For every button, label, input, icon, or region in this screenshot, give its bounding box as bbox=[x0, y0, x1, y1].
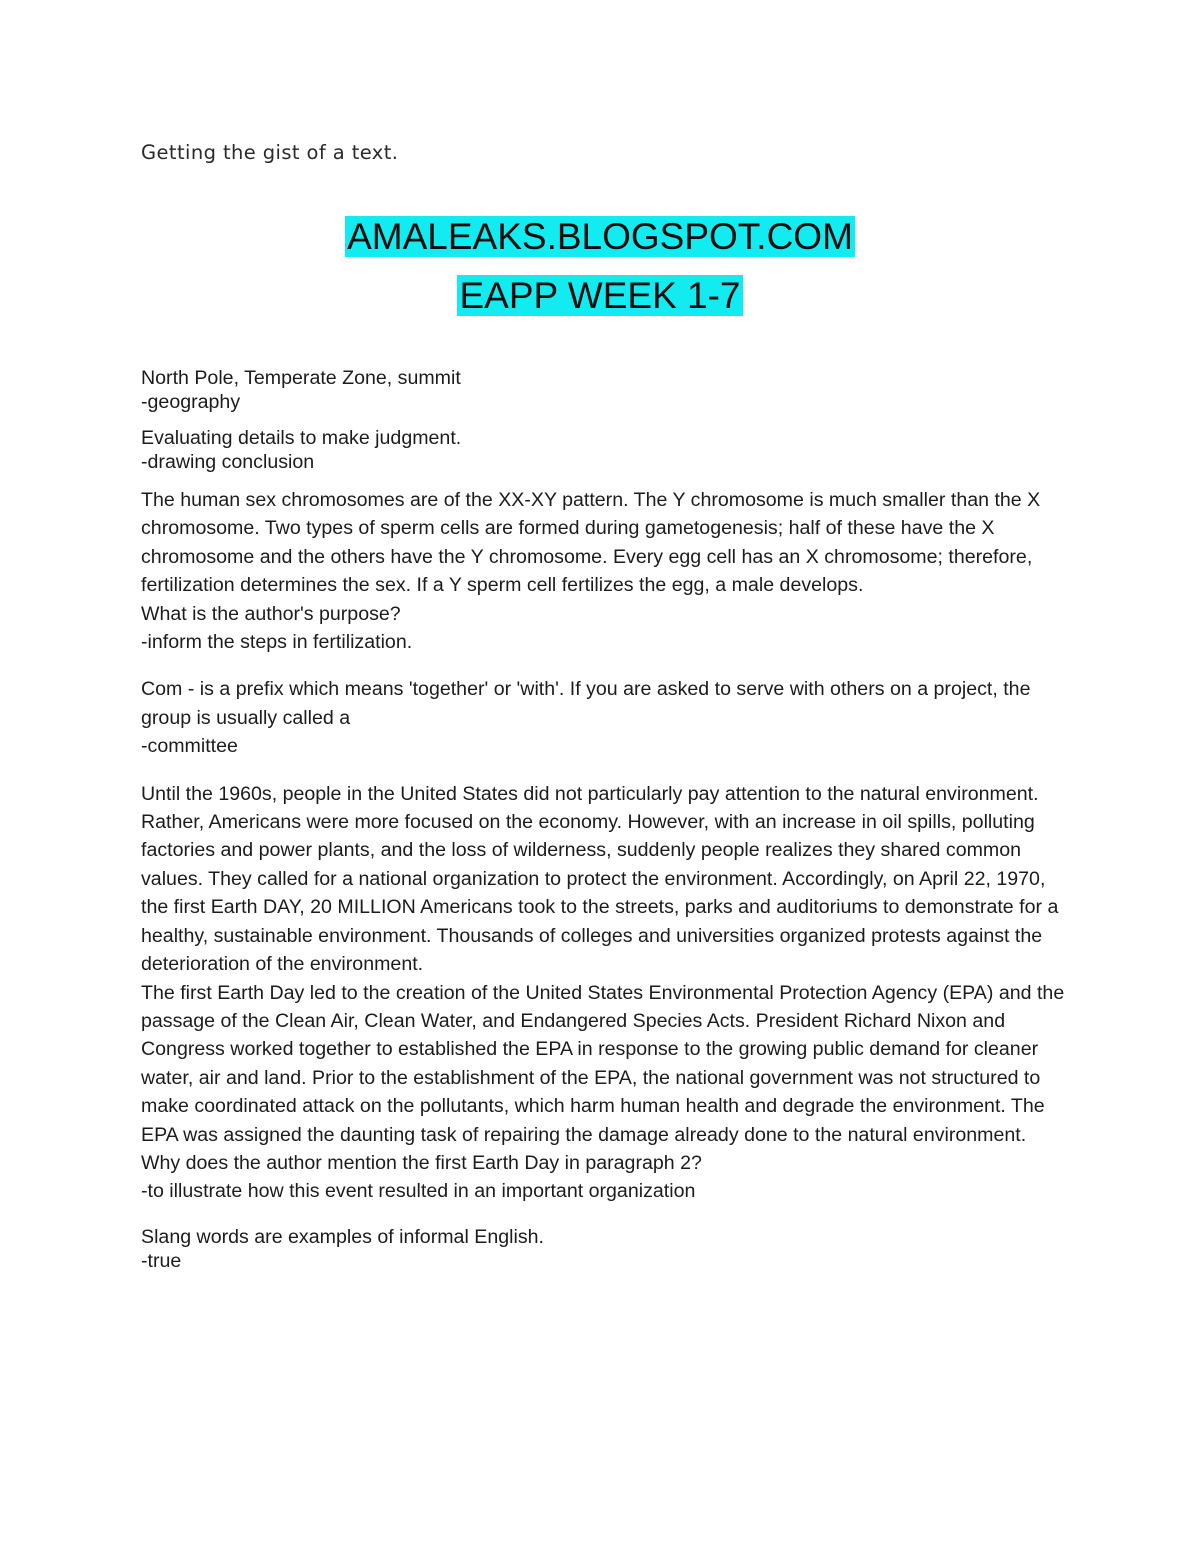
answer-text: -committee bbox=[141, 735, 238, 758]
banner-site-line bbox=[0, 215, 1200, 259]
passage-paragraph-2: The first Earth Day led to the creation of the United States Environmental Protection Agency (EPA) and the passage of the Clean Air, Clean Water, and Endangered Species Acts. President Richard Nixon and Congress worked together to established the EPA in response to the growing public demand for cleaner water, air and land. Prior to the establishment of the EPA, the national government was not structured to make coordinated attack on the pollutants, which harm human health and degrade the environment. The EPA was assigned the daunting task of repairing the damage already done to the natural environment. bbox=[141, 981, 1065, 1146]
question-block bbox=[141, 426, 1066, 474]
answer-text: -drawing conclusion bbox=[141, 451, 315, 473]
passage-paragraph-1: Until the 1960s, people in the United States did not particularly pay attention to the natural environment. Rather, Americans were more focused on the economy. However, with an increase in oil spills, polluting factories and power plants, and the loss of wilderness, suddenly people realizes they shared common values. They called for a national organization to protect the environment. Accordingly, on April 22, 1970, the first Earth DAY, 20 MILLION Americans took to the streets, parks and auditoriums to demonstrate for a healthy, sustainable environment. Thousands of colleges and universities organized protests against the deterioration of the environment. bbox=[141, 782, 1059, 976]
document-body bbox=[141, 366, 1066, 1285]
intro-heading: Getting the gist of a text. bbox=[141, 141, 399, 164]
question-text: Com - is a prefix which means 'together' or 'with'. If you are asked to serve with others on a project, the group is usually called a bbox=[141, 678, 1031, 729]
question-text: Evaluating details to make judgment. bbox=[141, 427, 462, 449]
question-text: Why does the author mention the first Earth Day in paragraph 2? bbox=[141, 1151, 702, 1174]
answer-text: -true bbox=[141, 1249, 182, 1272]
question-block bbox=[141, 486, 1066, 656]
answer-text: -inform the steps in fertilization. bbox=[141, 631, 413, 654]
question-text: What is the author's purpose? bbox=[141, 602, 401, 625]
banner-week-text: EAPP WEEK 1-7 bbox=[459, 275, 741, 316]
answer-text: -geography bbox=[141, 391, 241, 413]
passage-text: The human sex chromosomes are of the XX-XY pattern. The Y chromosome is much smaller than the X chromosome. Two types of sperm cells are formed during gametogenesis; half of these have the X chromosome and the others have the Y chromosome. Every egg cell has an X chromosome; therefore, fertilization determines the sex. If a Y sperm cell fertilizes the egg, a male develops. bbox=[141, 489, 1041, 597]
question-block bbox=[141, 675, 1066, 760]
banner-week-line bbox=[0, 274, 1200, 318]
question-block bbox=[141, 366, 1066, 414]
question-text: North Pole, Temperate Zone, summit bbox=[141, 367, 461, 389]
question-text: Slang words are examples of informal English. bbox=[141, 1225, 544, 1248]
banner-site-text: AMALEAKS.BLOGSPOT.COM bbox=[347, 216, 853, 257]
question-block bbox=[141, 780, 1066, 1206]
question-block bbox=[141, 1225, 1066, 1273]
answer-text: -to illustrate how this event resulted in an important organization bbox=[141, 1180, 696, 1203]
